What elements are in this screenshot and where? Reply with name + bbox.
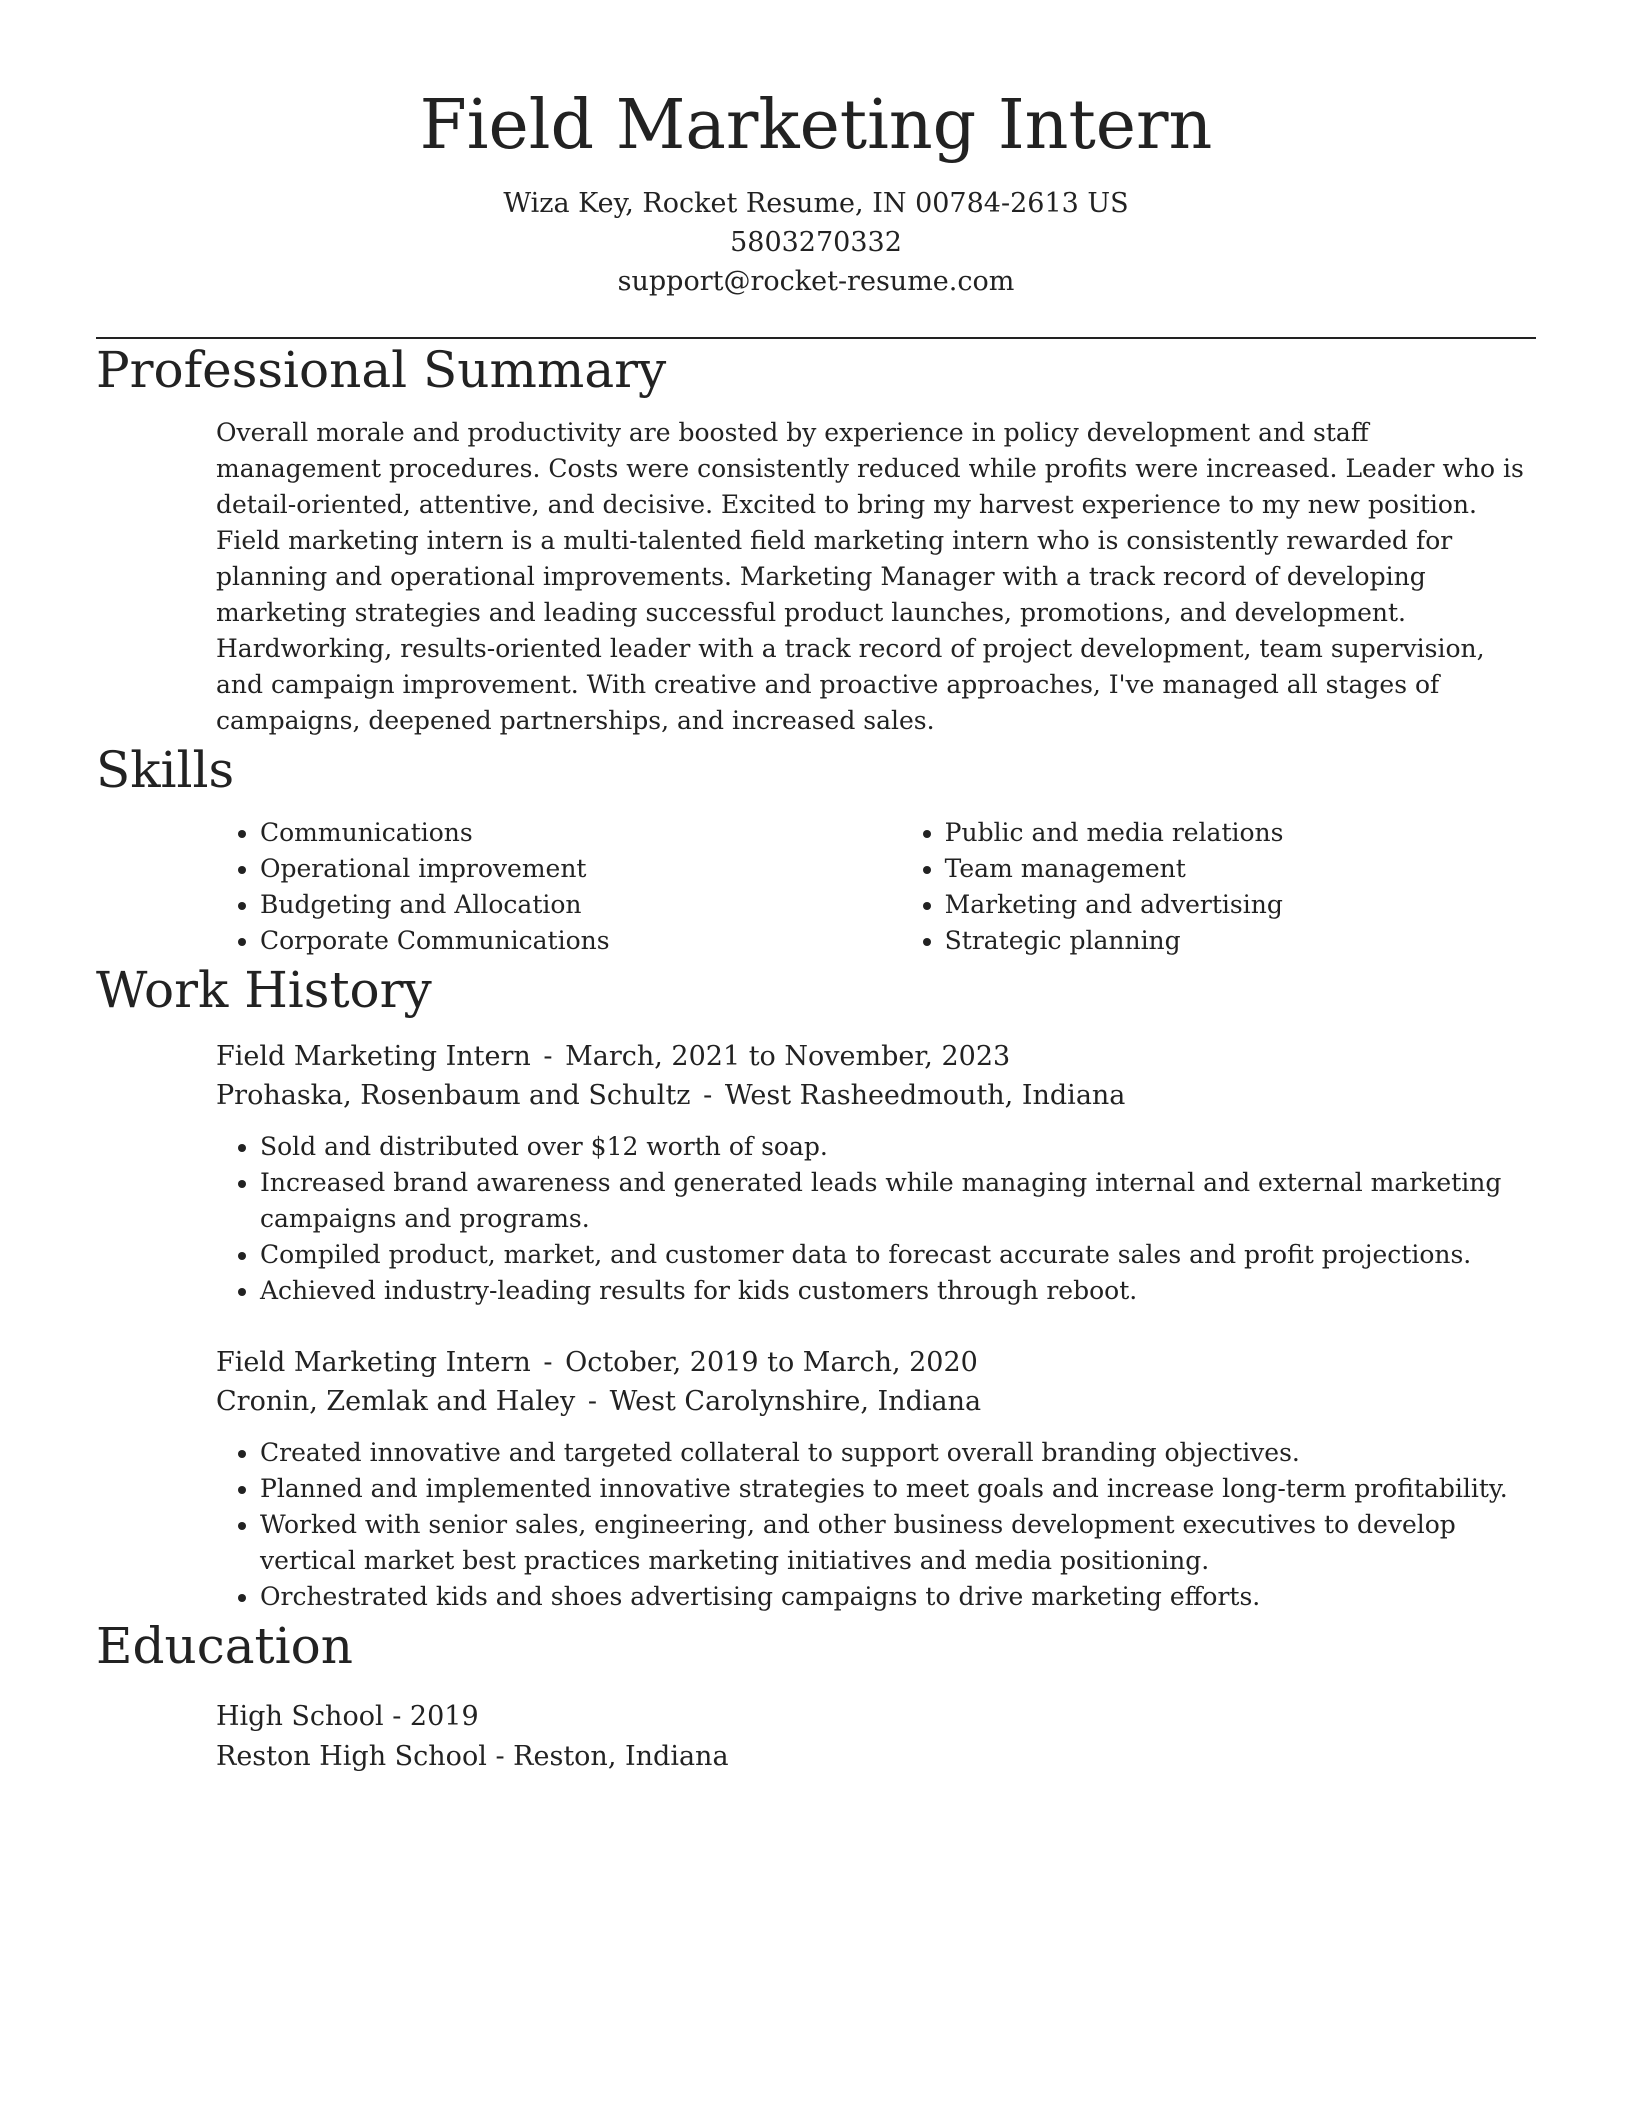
job-bullets xyxy=(216,1129,1536,1309)
separator: - xyxy=(392,1701,402,1732)
summary-heading: Professional Summary xyxy=(96,341,667,399)
education-degree: High School xyxy=(216,1701,384,1732)
job-bullets xyxy=(216,1435,1536,1615)
education-entry xyxy=(96,1697,1536,1777)
job-dates: March, 2021 to November, 2023 xyxy=(565,1041,1011,1072)
skill-item: • Marketing and advertising xyxy=(945,887,1536,923)
job-title-line xyxy=(216,1343,1536,1382)
job-title-line xyxy=(216,1037,1536,1076)
job-bullet: • Worked with senior sales, engineering, and other business development executives to develop vertical market best practices marketing initiatives and media positioning. xyxy=(260,1507,1536,1579)
job-title: Field Marketing Intern xyxy=(216,1041,531,1072)
skill-item: • Team management xyxy=(945,851,1536,887)
job-company-line xyxy=(216,1382,1536,1421)
job-dates: October, 2019 to March, 2020 xyxy=(565,1347,978,1378)
separator: - xyxy=(543,1347,553,1378)
education-degree-line xyxy=(216,1697,1536,1737)
contact-address: Wiza Key, Rocket Resume, IN 00784-2613 US xyxy=(503,188,1129,219)
job-bullet: • Orchestrated kids and shoes advertising campaigns to drive marketing efforts. xyxy=(260,1579,1536,1615)
job-bullet: • Created innovative and targeted collateral to support overall branding objectives. xyxy=(260,1435,1536,1471)
job-entry xyxy=(96,1343,1536,1615)
skill-item: • Public and media relations xyxy=(945,815,1536,851)
job-bullet: • Compiled product, market, and customer data to forecast accurate sales and profit projections. xyxy=(260,1237,1536,1273)
separator: - xyxy=(703,1080,713,1111)
contact-email: support@rocket-resume.com xyxy=(617,266,1015,297)
job-bullet: • Planned and implemented innovative strategies to meet goals and increase long-term profitability. xyxy=(260,1471,1536,1507)
skills-list xyxy=(96,815,1536,959)
skills-column-left xyxy=(216,815,901,959)
job-bullet: • Achieved industry-leading results for kids customers through reboot. xyxy=(260,1273,1536,1309)
education-school-line xyxy=(216,1737,1536,1777)
education-heading: Education xyxy=(96,1617,353,1675)
job-bullet: • Increased brand awareness and generated leads while managing internal and external marketing campaigns and programs. xyxy=(260,1165,1536,1237)
job-location: West Carolynshire, Indiana xyxy=(609,1386,982,1417)
job-company: Prohaska, Rosenbaum and Schultz xyxy=(216,1080,691,1111)
separator: - xyxy=(543,1041,553,1072)
job-location: West Rasheedmouth, Indiana xyxy=(724,1080,1126,1111)
resume-name: Field Marketing Intern xyxy=(419,86,1213,165)
job-company-line xyxy=(216,1076,1536,1115)
skill-item: • Communications xyxy=(260,815,901,851)
skill-item: • Budgeting and Allocation xyxy=(260,887,901,923)
job-bullet: • Sold and distributed over $12 worth of soap. xyxy=(260,1129,1536,1165)
skills-column-right xyxy=(901,815,1536,959)
education-year: 2019 xyxy=(409,1701,479,1732)
job-title: Field Marketing Intern xyxy=(216,1347,531,1378)
separator: - xyxy=(587,1386,597,1417)
skill-item: • Strategic planning xyxy=(945,923,1536,959)
work-history-heading: Work History xyxy=(96,961,432,1019)
summary-text: Overall morale and productivity are boosted by experience in policy development and staff management procedures. Costs were consistently reduced while profits were increased. Leader who is detail-oriented, attentive, and decisive. Excited to bring my harvest experience to my new position. Field marketing intern is a multi-talented field marketing intern who is consistently rewarded for planning and operational improvements. Marketing Manager with a track record of developing marketing strategies and leading successful product launches, promotions, and development. Hardworking, results-oriented leader with a track record of project development, team supervision, and campaign improvement. With creative and proactive approaches, I've managed all stages of campaigns, deepened partnerships, and increased sales. xyxy=(216,418,1524,735)
skill-item: • Operational improvement xyxy=(260,851,901,887)
education-school: Reston High School xyxy=(216,1741,487,1772)
skills-heading: Skills xyxy=(96,741,235,799)
education-location: Reston, Indiana xyxy=(513,1741,729,1772)
separator: - xyxy=(495,1741,505,1772)
job-entry xyxy=(96,1037,1536,1309)
skill-item: • Corporate Communications xyxy=(260,923,901,959)
contact-block xyxy=(96,184,1536,301)
job-company: Cronin, Zemlak and Haley xyxy=(216,1386,576,1417)
contact-phone: 5803270332 xyxy=(730,227,902,258)
